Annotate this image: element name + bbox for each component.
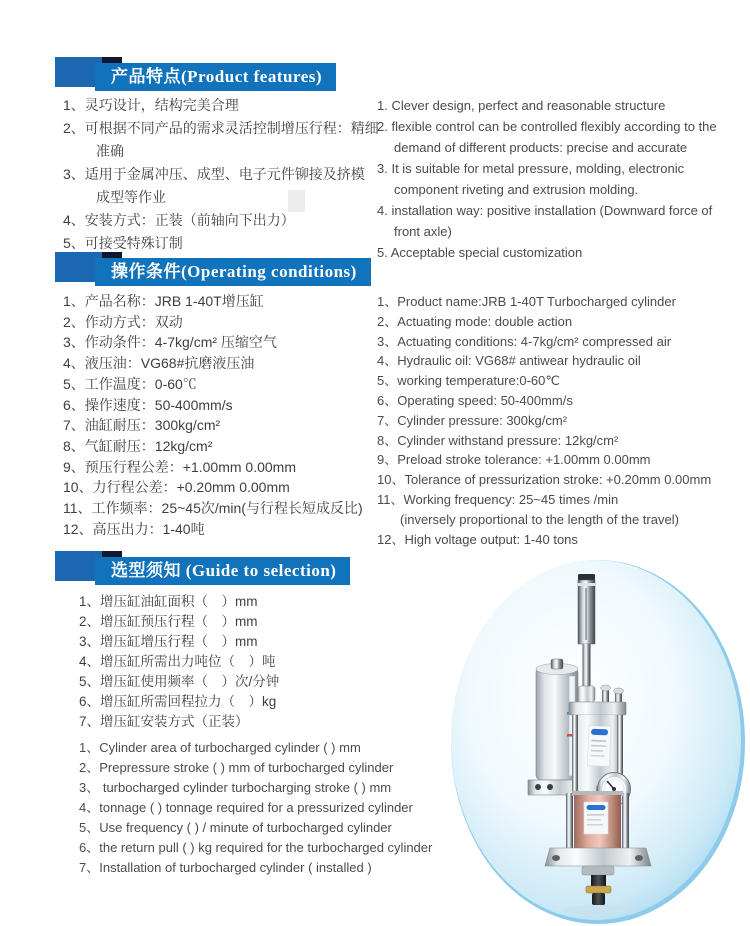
operating-list-zh	[63, 291, 383, 539]
features-list-zh	[63, 94, 378, 255]
operating-line-en: 10、Tolerance of pressurization stroke: +0.20mm 0.00mm	[377, 472, 712, 488]
feature-line-en: 5. Acceptable special customization	[377, 245, 583, 260]
rod-knuckle	[578, 686, 595, 702]
operating-line-en: 8、Cylinder withstand pressure: 12kg/cm²	[377, 432, 619, 448]
operating-line-en: 7、Cylinder pressure: 300kg/cm²	[377, 412, 568, 428]
operating-line-en: 3、Actuating conditions: 4-7kg/cm² compressed air	[377, 333, 672, 349]
feature-line-zh: 5、可接受特殊订制	[63, 235, 183, 251]
feature-line-en: 3. It is suitable for metal pressure, molding, electronic	[377, 161, 685, 176]
feature-line-en: 2. flexible control can be controlled flexibly according to the	[377, 119, 717, 134]
brand-mark	[587, 805, 606, 810]
reservoir-cap	[551, 659, 563, 669]
operating-line-en: 4、Hydraulic oil: VG68# antiwear hydraulic oil	[377, 353, 641, 369]
feature-line-en: 4. installation way: positive installation (Downward force of	[377, 203, 713, 218]
feature-line-zh: 成型等作业	[96, 189, 166, 205]
operating-line-zh: 7、油缸耐压：300kg/cm²	[63, 417, 221, 434]
tie-rod	[566, 793, 573, 850]
operating-line-en: 2、Actuating mode: double action	[377, 313, 573, 329]
operating-line-zh: 5、工作温度：0-60℃	[63, 375, 197, 392]
selection-line-zh: 1、增压缸油缸面积（ ）mm	[79, 594, 258, 609]
feature-line-en: component riveting and extrusion molding.	[394, 182, 639, 197]
brand-mark	[591, 729, 608, 736]
selection-line-en: 4、tonnage ( ) tonnage required for a pressurized cylinder	[79, 800, 413, 815]
selection-list-en	[79, 738, 489, 878]
selection-line-zh: 3、增压缸增压行程（ ）mm	[79, 634, 258, 649]
operating-line-en: 6、Operating speed: 50-400mm/s	[377, 392, 573, 408]
selection-line-en: 6、the return pull ( ) kg required for the turbocharged cylinder	[79, 840, 433, 855]
operating-line-en: 1、Product name:JRB 1-40T Turbocharged cylinder	[377, 294, 676, 309]
operating-line-zh: 8、气缸耐压：12kg/cm²	[63, 437, 213, 454]
brass-ring	[586, 886, 611, 893]
operating-line-zh: 11、工作频率：25~45次/min(与行程长短成反比)	[63, 500, 363, 517]
operating-line-en: 9、Preload stroke tolerance: +1.00mm 0.00mm	[377, 452, 651, 468]
selection-line-zh: 4、增压缸所需出力吨位（ ）吨	[79, 654, 276, 669]
selection-list-zh	[79, 592, 414, 732]
feature-line-zh: 准确	[96, 143, 124, 159]
section-title-selection: 选型须知 (Guide to selection)	[95, 557, 350, 585]
operating-line-en: 11、Working frequency: 25~45 times /min	[377, 491, 619, 507]
operating-line-en: 5、working temperature:0-60℃	[377, 373, 560, 389]
feature-line-zh: 3、适用于金属冲压、成型、电子元件铆接及挤模	[63, 166, 365, 182]
selection-line-zh: 2、增压缸预压行程（ ）mm	[79, 614, 258, 629]
selection-line-zh: 7、增压缸安装方式（正装）	[79, 714, 249, 729]
cylinder-top-plate	[569, 702, 626, 715]
feature-line-en: demand of different products: precise and accurate	[394, 140, 688, 155]
feature-line-en: front axle)	[394, 224, 452, 239]
operating-line-en: (inversely proportional to the length of the travel)	[400, 511, 679, 527]
operating-line-zh: 12、高压出力：1-40吨	[63, 520, 205, 537]
booster-cylinder	[566, 791, 629, 850]
selection-line-en: 2、Prepressure stroke ( ) mm of turbocharged cylinder	[79, 760, 394, 775]
selection-line-en: 7、Installation of turbocharged cylinder ( installed )	[79, 860, 372, 875]
operating-line-zh: 9、预压行程公差：+1.00mm 0.00mm	[63, 458, 296, 475]
operating-line-zh: 3、作动条件：4-7kg/cm² 压缩空气	[63, 334, 277, 351]
product-photo	[450, 558, 750, 926]
operating-line-zh: 4、液压油：VG68#抗磨液压油	[63, 355, 255, 372]
operating-line-zh: 6、操作速度：50-400mm/s	[63, 396, 233, 413]
feature-line-zh: 1、灵巧设计，结构完美合理	[63, 97, 239, 113]
section-title-features: 产品特点(Product features)	[95, 63, 336, 91]
section-title-operating: 操作条件(Operating conditions)	[95, 258, 371, 286]
selection-line-en: 1、Cylinder area of turbocharged cylinder ( ) mm	[79, 740, 361, 755]
tie-rod	[572, 715, 578, 793]
tie-rod	[622, 793, 629, 850]
features-list-en	[377, 95, 737, 263]
feature-line-zh: 4、安装方式：正装（前轴向下出力）	[63, 212, 295, 228]
feature-line-en: 1. Clever design, perfect and reasonable structure	[377, 98, 666, 113]
scan-artifact-box	[288, 190, 305, 212]
operating-line-zh: 2、作动方式：双动	[63, 313, 183, 330]
operating-line-en: 12、High voltage output: 1-40 tons	[377, 531, 578, 547]
operating-line-zh: 1、产品名称：JRB 1-40T增压缸	[63, 293, 264, 309]
selection-line-en: 3、 turbocharged cylinder turbocharging stroke ( ) mm	[79, 780, 392, 795]
operating-line-zh: 10、力行程公差：+0.20mm 0.00mm	[63, 479, 290, 496]
selection-line-zh: 6、增压缸所需回程拉力（ ）kg	[79, 694, 277, 709]
feature-line-zh: 2、可根据不同产品的需求灵活控制增压行程：精细	[63, 120, 379, 136]
operating-list-en	[377, 292, 747, 549]
photo-shadow	[564, 905, 636, 915]
selection-line-zh: 5、增压缸使用频率（ ）次/分钟	[79, 674, 280, 689]
selection-line-en: 5、Use frequency ( ) / minute of turbocharged cylinder	[79, 820, 392, 835]
